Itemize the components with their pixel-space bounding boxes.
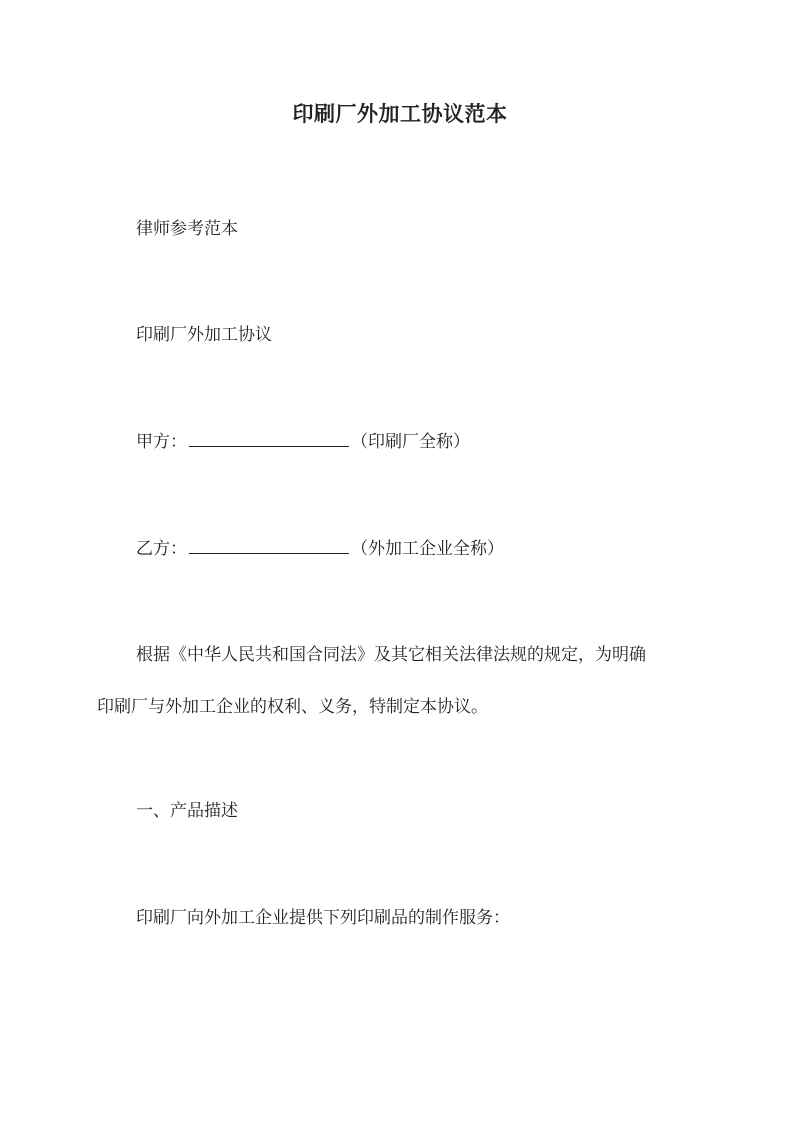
party-b-note: （外加工企业全称） — [351, 539, 504, 559]
preamble-line-1: 根据《中华人民共和国合同法》及其它相关法律法规的规定，为明确 — [136, 645, 646, 665]
subtitle-text: 律师参考范本 — [136, 219, 238, 239]
party-a-blank-field — [189, 445, 349, 447]
party-b-blank-field — [189, 552, 349, 554]
party-a-note: （印刷厂全称） — [351, 432, 470, 452]
party-b-label: 乙方： — [136, 539, 187, 559]
preamble-line-2: 印刷厂与外加工企业的权利、义务，特制定本协议。 — [97, 697, 488, 717]
section-1-heading: 一、产品描述 — [136, 801, 238, 821]
party-a-label: 甲方： — [136, 432, 187, 452]
agreement-name: 印刷厂外加工协议 — [136, 325, 272, 345]
document-title: 印刷厂外加工协议范本 — [292, 101, 508, 126]
party-b-line — [136, 532, 756, 566]
party-a-line — [136, 425, 756, 459]
section-1-text: 印刷厂向外加工企业提供下列印刷品的制作服务： — [136, 908, 510, 928]
